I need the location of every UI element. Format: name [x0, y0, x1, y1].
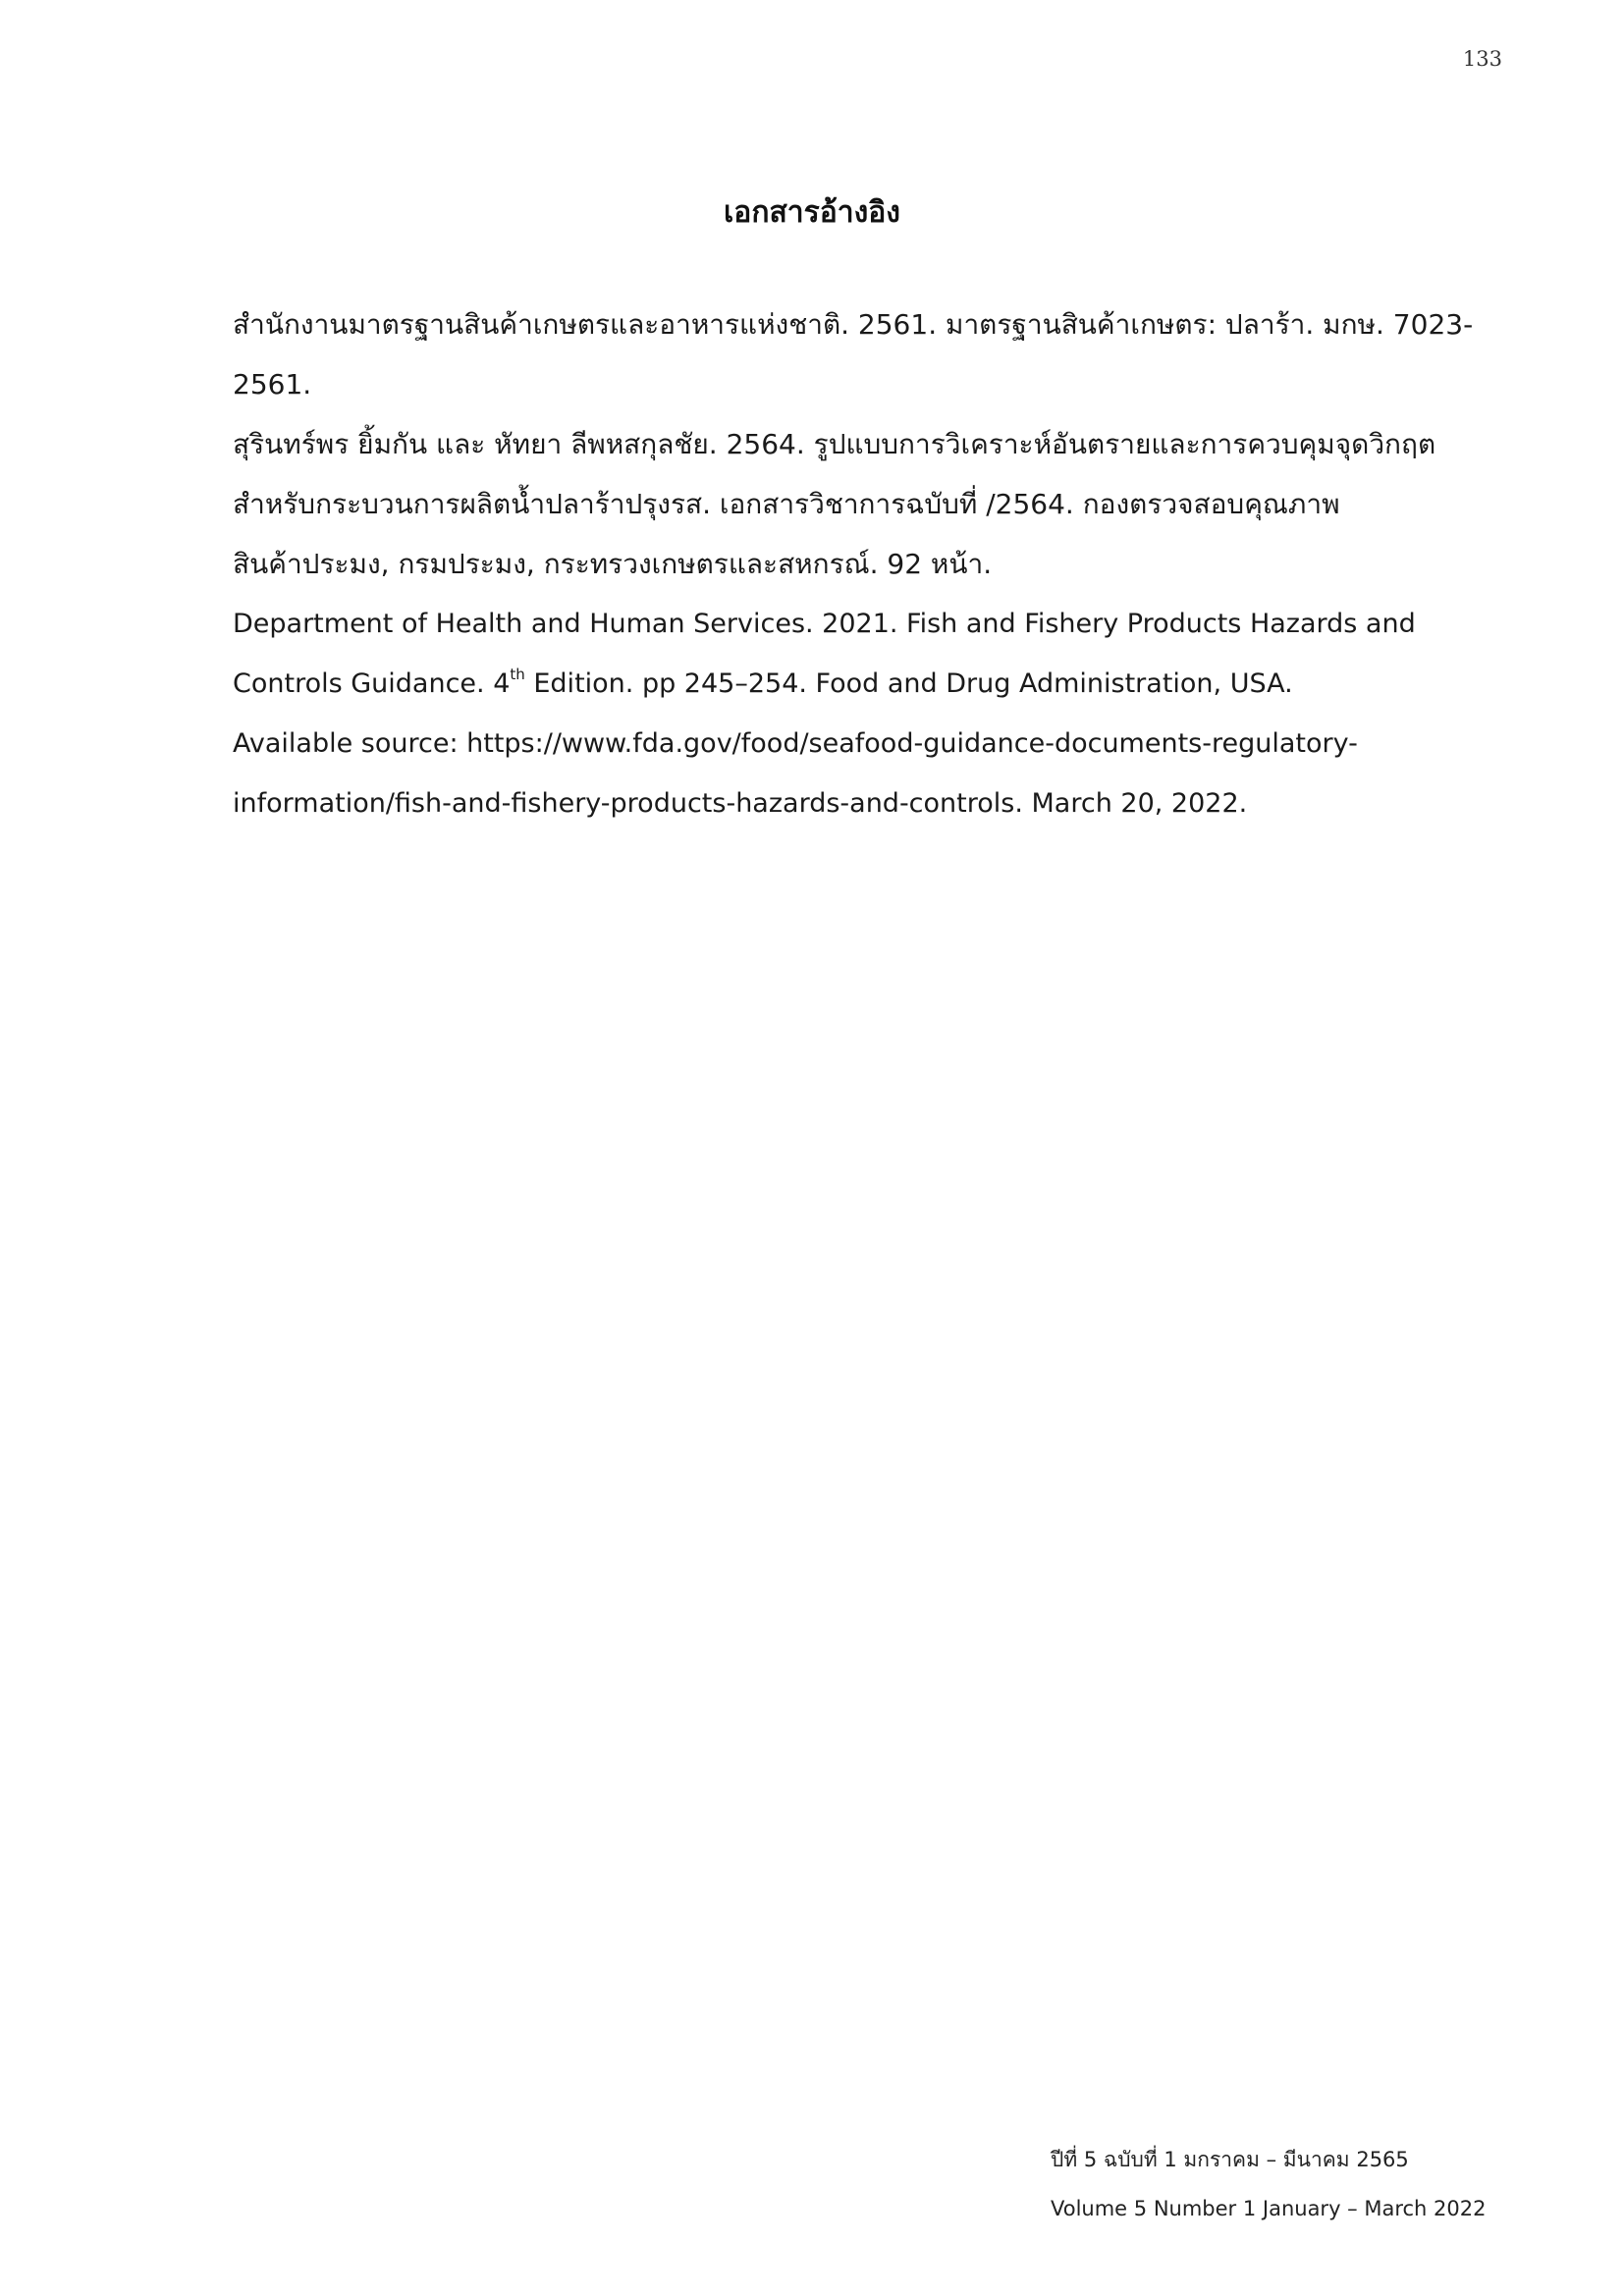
reference-line: Available source: https://www.fda.gov/food/seafood-guidance-documents-regulatory- [233, 728, 1358, 759]
page-number: 133 [1462, 47, 1502, 71]
reference-text: Controls Guidance. 4 [233, 668, 511, 699]
reference-item [233, 294, 1480, 414]
reference-item [233, 414, 1480, 594]
superscript: th [510, 666, 525, 683]
page-title: เอกสารอ้างอิง [724, 195, 900, 230]
reference-line: สุรินทร์พร ยิ้มกัน และ หัทยา ลีพหสกุลชัย. 2564. รูปแบบการวิเคราะห์อันตรายและการควบคุมจุดวิกฤต [233, 428, 1436, 460]
reference-line: 2561. [233, 368, 312, 400]
reference-text: Edition. pp 245–254. Food and Drug Administration, USA. [524, 668, 1293, 699]
footer-english: Volume 5 Number 1 January – March 2022 [1051, 2197, 1487, 2220]
reference-line: information/fish-and-fishery-products-hazards-and-controls. March 20, 2022. [233, 788, 1248, 819]
footer-thai: ปีที่ 5 ฉบับที่ 1 มกราคม – มีนาคม 2565 [1051, 2148, 1409, 2171]
reference-line: สำหรับกระบวนการผลิตน้ำปลาร้าปรุงรส. เอกสารวิชาการฉบับที่ /2564. กองตรวจสอบคุณภาพ [233, 488, 1340, 520]
reference-line [233, 654, 1480, 714]
reference-line: สำนักงานมาตรฐานสินค้าเกษตรและอาหารแห่งชาติ. 2561. มาตรฐานสินค้าเกษตร: ปลาร้า. มกษ. 7023- [233, 308, 1474, 341]
reference-line: สินค้าประมง, กรมประมง, กระทรวงเกษตรและสหกรณ์. 92 หน้า. [233, 548, 993, 580]
reference-line: Department of Health and Human Services. 2021. Fish and Fishery Products Hazards and [233, 609, 1416, 639]
reference-list [233, 294, 1480, 833]
reference-item [233, 594, 1480, 833]
